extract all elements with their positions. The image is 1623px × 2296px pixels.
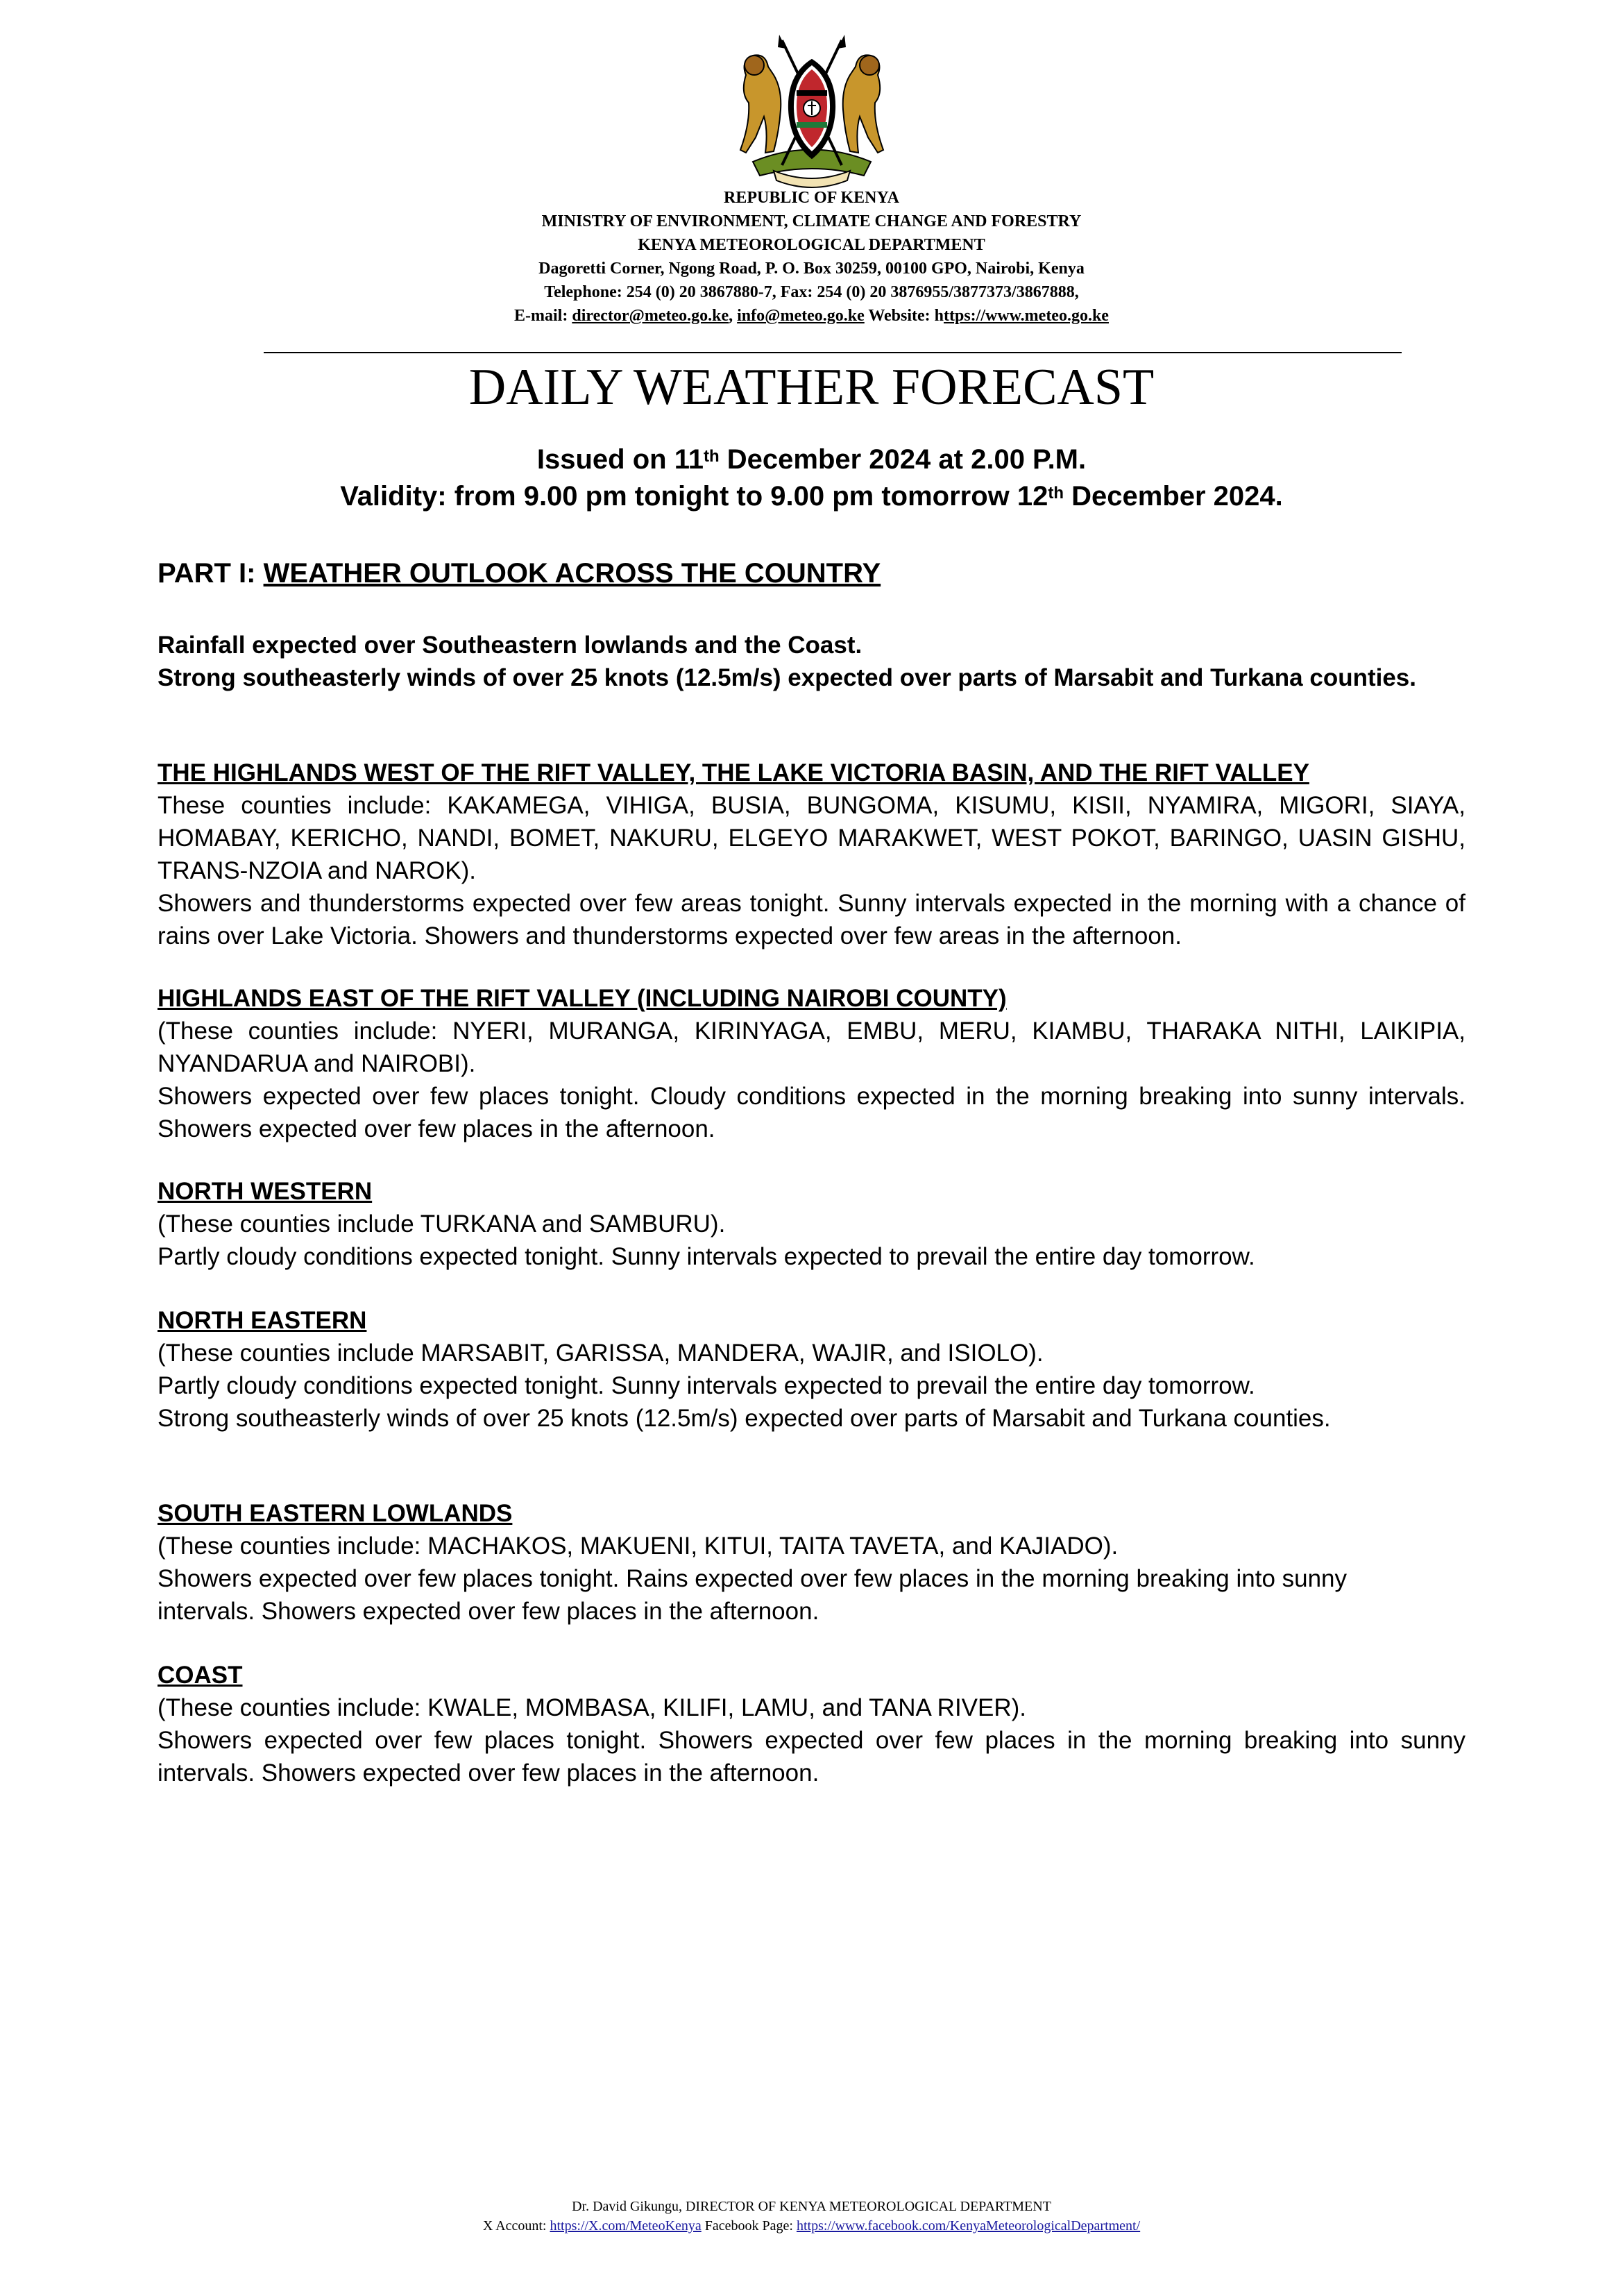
region-heading: COAST bbox=[158, 1662, 243, 1689]
region-north-western bbox=[158, 1175, 1465, 1273]
region-heading: NORTH EASTERN bbox=[158, 1307, 367, 1334]
region-counties: (These counties include TURKANA and SAMBURU). bbox=[158, 1210, 726, 1238]
header-divider bbox=[264, 352, 1402, 353]
contact-line bbox=[0, 304, 1623, 328]
validity-text-end: December 2024. bbox=[1064, 481, 1283, 512]
region-heading: THE HIGHLANDS WEST OF THE RIFT VALLEY, THE LAKE VICTORIA BASIN, AND THE RIFT VALLEY bbox=[158, 759, 1309, 786]
facebook-label: Facebook Page: bbox=[701, 2218, 797, 2234]
issued-text: Issued on 11 bbox=[536, 444, 704, 475]
region-forecast: Partly cloudy conditions expected tonight. Sunny intervals expected to prevail the entire day tomorrow. bbox=[158, 1372, 1255, 1399]
x-account-link[interactable]: https://X.com/MeteoKenya bbox=[550, 2218, 702, 2234]
region-forecast: Showers and thunderstorms expected over few areas tonight. Sunny intervals expected in the morning with a chance of rains over Lake Victoria. Showers and thunderstorms expected over few areas in the afternoon. bbox=[158, 890, 1465, 949]
address-line: Dagoretti Corner, Ngong Road, P. O. Box 30259, 00100 GPO, Nairobi, Kenya bbox=[538, 260, 1085, 278]
region-forecast: Showers expected over few places tonight. Showers expected over few places in the morning breaking into sunny intervals. Showers expected over few places in the afternoon. bbox=[158, 1727, 1465, 1787]
region-heading: NORTH WESTERN bbox=[158, 1178, 373, 1205]
issued-line bbox=[0, 441, 1623, 478]
region-counties: (These counties include: KWALE, MOMBASA, KILIFI, LAMU, and TANA RIVER). bbox=[158, 1694, 1027, 1721]
x-account-label: X Account: bbox=[482, 2218, 550, 2234]
region-counties: These counties include: KAKAMEGA, VIHIGA, BUSIA, BUNGOMA, KISUMU, KISII, NYAMIRA, MIGORI, SIAYA, HOMABAY, KERICHO, NANDI, BOMET, NAKURU, ELGEYO MARAKWET, WEST POKOT, BARINGO, UASIN GISHU, TRANS-NZOIA and NAROK). bbox=[158, 792, 1465, 884]
region-heading: HIGHLANDS EAST OF THE RIFT VALLEY (INCLUDING NAIROBI COUNTY) bbox=[158, 985, 1007, 1012]
region-wind-advisory: Strong southeasterly winds of over 25 knots (12.5m/s) expected over parts of Marsabit and Turkana counties. bbox=[158, 1405, 1331, 1432]
republic-line: REPUBLIC OF KENYA bbox=[724, 189, 899, 207]
part1-title: WEATHER OUTLOOK ACROSS THE COUNTRY bbox=[263, 558, 881, 589]
info-email-link[interactable]: info@meteo.go.ke bbox=[737, 307, 865, 325]
region-forecast: Showers expected over few places tonight. Cloudy conditions expected in the morning breaking into sunny intervals. Showers expected over few places in the afternoon. bbox=[158, 1083, 1465, 1142]
footer-social bbox=[0, 2216, 1623, 2236]
summary-rainfall: Rainfall expected over Southeastern lowlands and the Coast. bbox=[158, 632, 863, 659]
footer-signatory: Dr. David Gikungu, DIRECTOR OF KENYA METEOROLOGICAL DEPARTMENT bbox=[572, 2199, 1051, 2214]
region-counties: (These counties include: MACHAKOS, MAKUENI, KITUI, TAITA TAVETA, and KAJIADO). bbox=[158, 1533, 1119, 1560]
region-highlands-east bbox=[158, 982, 1465, 1145]
website-label: Website: h bbox=[864, 307, 944, 325]
region-north-eastern bbox=[158, 1304, 1465, 1435]
ministry-line: MINISTRY OF ENVIRONMENT, CLIMATE CHANGE AND FORESTRY bbox=[541, 212, 1082, 230]
validity-line bbox=[0, 478, 1623, 514]
region-counties: (These counties include MARSABIT, GARISSA, MANDERA, WAJIR, and ISIOLO). bbox=[158, 1340, 1044, 1367]
region-highlands-west bbox=[158, 757, 1465, 952]
kenya-coat-of-arms-icon bbox=[725, 33, 899, 193]
region-forecast: Showers expected over few places tonight. Rains expected over few places in the morning breaking into sunny intervals. Showers expected over few places in the afternoon. bbox=[158, 1565, 1348, 1625]
validity-text: Validity: from 9.00 pm tonight to 9.00 pm tomorrow 12 bbox=[340, 481, 1048, 512]
document-title: DAILY WEATHER FORECAST bbox=[468, 359, 1155, 416]
website-link[interactable]: ttps://www.meteo.go.ke bbox=[944, 307, 1109, 325]
footer bbox=[0, 2197, 1623, 2236]
email-separator: , bbox=[729, 307, 738, 325]
telephone-line: Telephone: 254 (0) 20 3867880-7, Fax: 254 (0) 20 3876955/3877373/3867888, bbox=[544, 283, 1079, 301]
letterhead bbox=[0, 186, 1623, 328]
part1-heading bbox=[158, 555, 881, 591]
region-coast bbox=[158, 1659, 1465, 1789]
region-south-eastern-lowlands bbox=[158, 1497, 1465, 1628]
issued-text-end: December 2024 at 2.00 P.M. bbox=[719, 444, 1087, 475]
director-email-link[interactable]: director@meteo.go.ke bbox=[572, 307, 729, 325]
department-line: KENYA METEOROLOGICAL DEPARTMENT bbox=[638, 236, 985, 254]
summary-winds: Strong southeasterly winds of over 25 knots (12.5m/s) expected over parts of Marsabit and Turkana counties. bbox=[158, 664, 1417, 691]
region-forecast: Partly cloudy conditions expected tonight. Sunny intervals expected to prevail the entire day tomorrow. bbox=[158, 1243, 1255, 1270]
region-heading: SOUTH EASTERN LOWLANDS bbox=[158, 1500, 513, 1527]
part1-prefix: PART I: bbox=[158, 558, 264, 589]
validity-ordinal: th bbox=[1048, 484, 1064, 503]
facebook-page-link[interactable]: https://www.facebook.com/KenyaMeteorologicalDepartment/ bbox=[796, 2218, 1141, 2234]
summary bbox=[158, 629, 1465, 694]
region-counties: (These counties include: NYERI, MURANGA, KIRINYAGA, EMBU, MERU, KIAMBU, THARAKA NITHI, LAIKIPIA, NYANDARUA and NAIROBI). bbox=[158, 1018, 1465, 1077]
email-label: E-mail: bbox=[514, 307, 572, 325]
issued-ordinal: th bbox=[703, 447, 720, 466]
